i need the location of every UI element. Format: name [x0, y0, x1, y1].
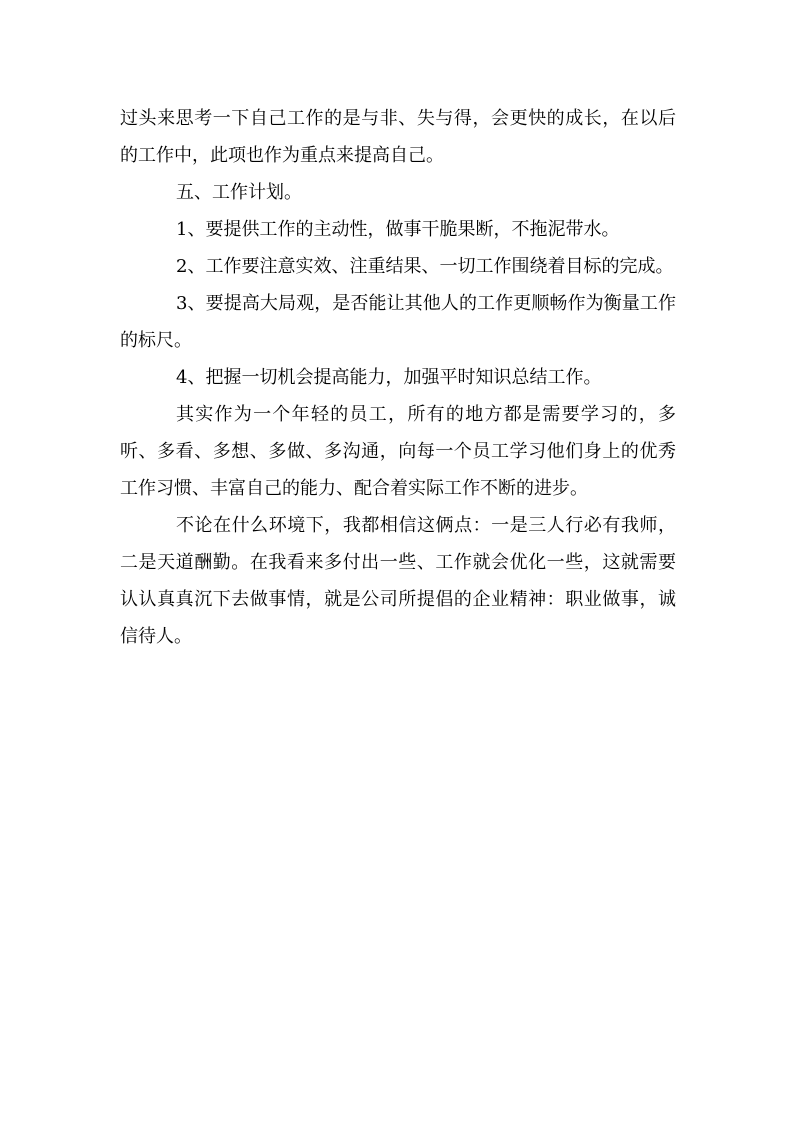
plan-item-1: 1、要提供工作的主动性，做事干脆果断，不拖泥带水。 — [176, 219, 620, 240]
paragraph-continuation: 过头来思考一下自己工作的是与非、失与得，会更快的成长，在以后的工作中，此项也作为重点来提高自己。 — [120, 108, 676, 166]
section-heading-work-plan: 五、工作计划。 — [176, 182, 302, 203]
document-body — [120, 100, 676, 655]
plan-item-4: 4、把握一切机会提高能力，加强平时知识总结工作。 — [176, 367, 602, 388]
plan-item-2: 2、工作要注意实效、注重结果、一切工作围绕着目标的完成。 — [176, 256, 674, 277]
paragraph-conclusion: 不论在什么环境下，我都相信这俩点：一是三人行必有我师，二是天道酬勤。在我看来多付出一些、工作就会优化一些，这就需要认认真真沉下去做事情，就是公司所提倡的企业精神：职业做事，诚信待人。 — [120, 515, 676, 647]
paragraph-reflection: 其实作为一个年轻的员工，所有的地方都是需要学习的，多听、多看、多想、多做、多沟通，向每一个员工学习他们身上的优秀工作习惯、丰富自己的能力、配合着实际工作不断的进步。 — [120, 404, 676, 499]
plan-item-3: 3、要提高大局观，是否能让其他人的工作更顺畅作为衡量工作的标尺。 — [120, 293, 676, 351]
